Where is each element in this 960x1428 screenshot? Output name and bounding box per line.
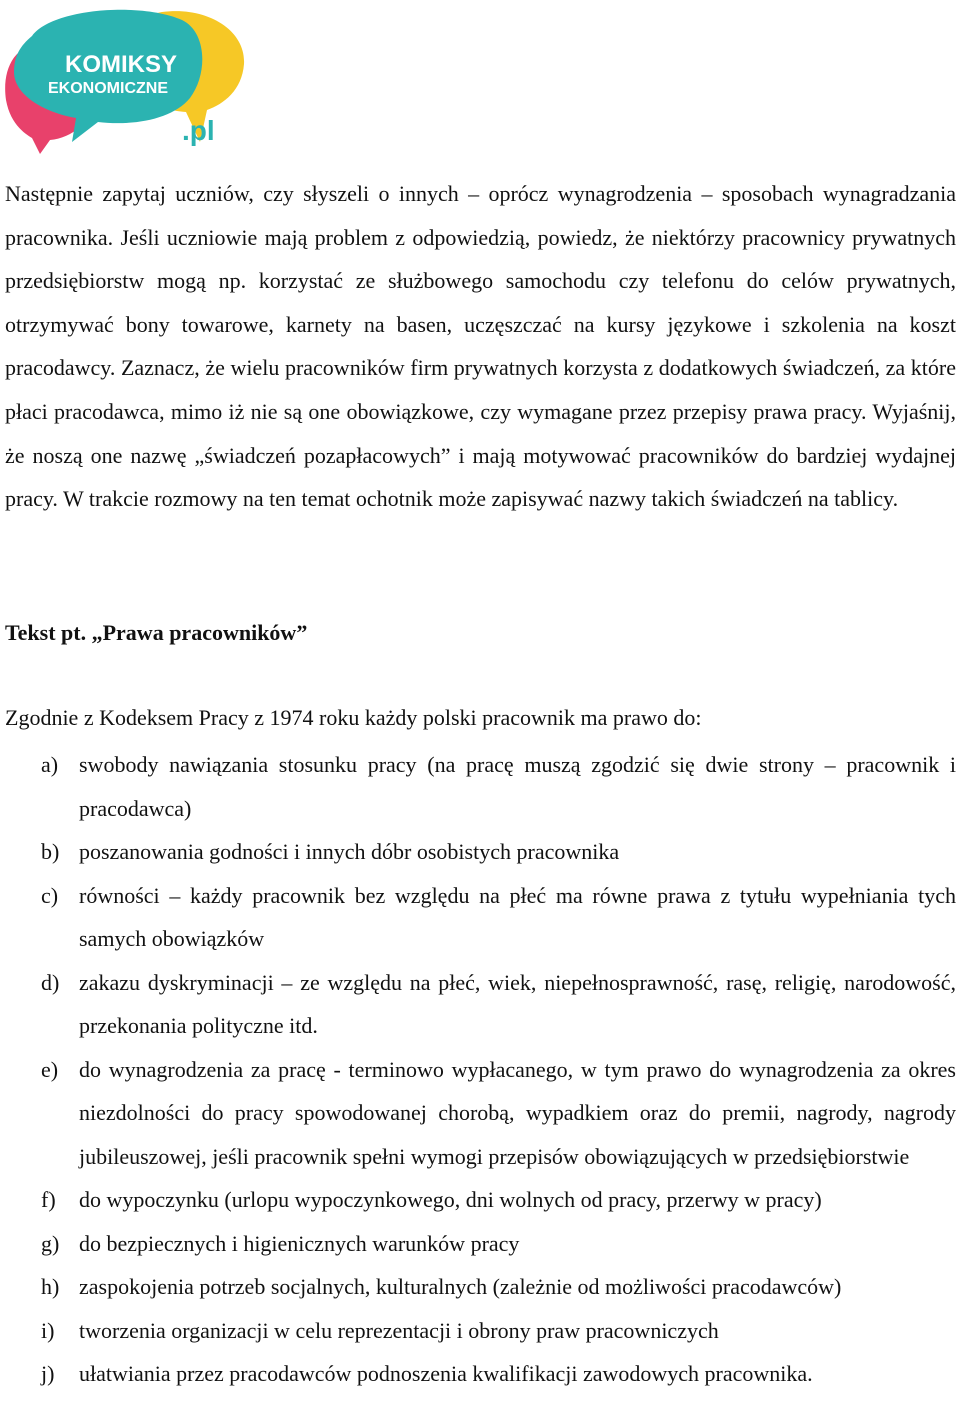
list-item-text: do wynagrodzenia za pracę - terminowo wypłacanego, w tym prawo do wynagrodzenia za okres niezdolności do pracy spowodowanej chorobą, wypadkiem oraz do premii, nagrody, nagrody jubileuszowej, jeśli pracownik spełni wymogi przepisów obowiązujących w przedsiębiorstwie — [79, 1056, 956, 1169]
list-item-text: do bezpiecznych i higienicznych warunków pracy — [79, 1230, 520, 1256]
komiksy-ekonomiczne-logo — [2, 2, 247, 154]
list-item-text: do wypoczynku (urlopu wypoczynkowego, dni wolnych od pracy, przerwy w pracy) — [79, 1187, 822, 1212]
list-marker: a) — [41, 752, 59, 777]
list-item-text: poszanowania godności i innych dóbr osobistych pracownika — [79, 839, 620, 864]
list-item — [5, 1222, 956, 1266]
list-item — [5, 874, 956, 961]
list-marker: d) — [41, 969, 60, 995]
list-marker: f) — [41, 1187, 56, 1212]
list-item — [5, 1048, 956, 1179]
list-item-text: równości – każdy pracownik bez względu na płeć ma równe prawa z tytułu wypełniania tych samych obowiązków — [79, 882, 956, 951]
list-item-text: zaspokojenia potrzeb socjalnych, kulturalnych (zależnie od możliwości pracodawców) — [79, 1274, 842, 1299]
list-marker: b) — [41, 839, 60, 864]
section-heading: Tekst pt. „Prawa pracowników” — [5, 620, 308, 645]
list-marker: c) — [41, 882, 59, 908]
rights-list — [5, 743, 956, 1396]
rights-intro: Zgodnie z Kodeksem Pracy z 1974 roku każdy polski pracownik ma prawo do: — [5, 705, 702, 730]
list-item — [5, 1178, 956, 1222]
list-marker: j) — [41, 1361, 55, 1386]
intro-paragraph: Następnie zapytaj uczniów, czy słyszeli o innych – oprócz wynagrodzenia – sposobach wynagradzania pracownika. Jeśli uczniowie mają problem z odpowiedzią, powiedz, że niektórzy pracownicy prywatnych przedsiębiorstw mogą np. korzystać ze służbowego samochodu czy telefonu do celów prywatnych, otrzymywać bony towarowe, karnety na basen, uczęszczać na kursy językowe i szkolenia na koszt pracodawcy. Zaznacz, że wielu pracowników firm prywatnych korzysta z dodatkowych świadczeń, za które płaci pracodawca, mimo iż nie są one obowiązkowe, czy wymagane przez przepisy prawa pracy. Wyjaśnij, że noszą one nazwę „świadczeń pozapłacowych” i mają motywować pracowników do bardziej wydajnej pracy. W trakcie rozmowy na ten temat ochotnik może zapisywać nazwy takich świadczeń na tablicy. — [5, 181, 956, 512]
list-item-text: tworzenia organizacji w celu reprezentacji i obrony praw pracowniczych — [79, 1317, 719, 1343]
list-marker: h) — [41, 1274, 60, 1299]
list-item — [5, 743, 956, 830]
list-item — [5, 1352, 956, 1396]
logo-line1: KOMIKSY — [65, 51, 178, 78]
logo-line2: EKONOMICZNE — [48, 80, 168, 97]
logo-suffix: .pl — [182, 115, 215, 146]
list-marker: i) — [41, 1317, 55, 1343]
list-item — [5, 961, 956, 1048]
list-marker: g) — [41, 1230, 60, 1256]
document-body — [5, 172, 956, 1386]
list-item — [5, 1309, 956, 1353]
list-item — [5, 1265, 956, 1309]
list-item-text: zakazu dyskryminacji – ze względu na płeć, wiek, niepełnosprawność, rasę, religię, narodowość, przekonania polityczne itd. — [79, 969, 956, 1038]
list-item — [5, 830, 956, 874]
list-marker: e) — [41, 1056, 59, 1082]
list-item-text: swobody nawiązania stosunku pracy (na pracę muszą zgodzić się dwie strony – pracownik i pracodawca) — [79, 752, 956, 821]
list-item-text: ułatwiania przez pracodawców podnoszenia kwalifikacji zawodowych pracownika. — [79, 1361, 813, 1386]
